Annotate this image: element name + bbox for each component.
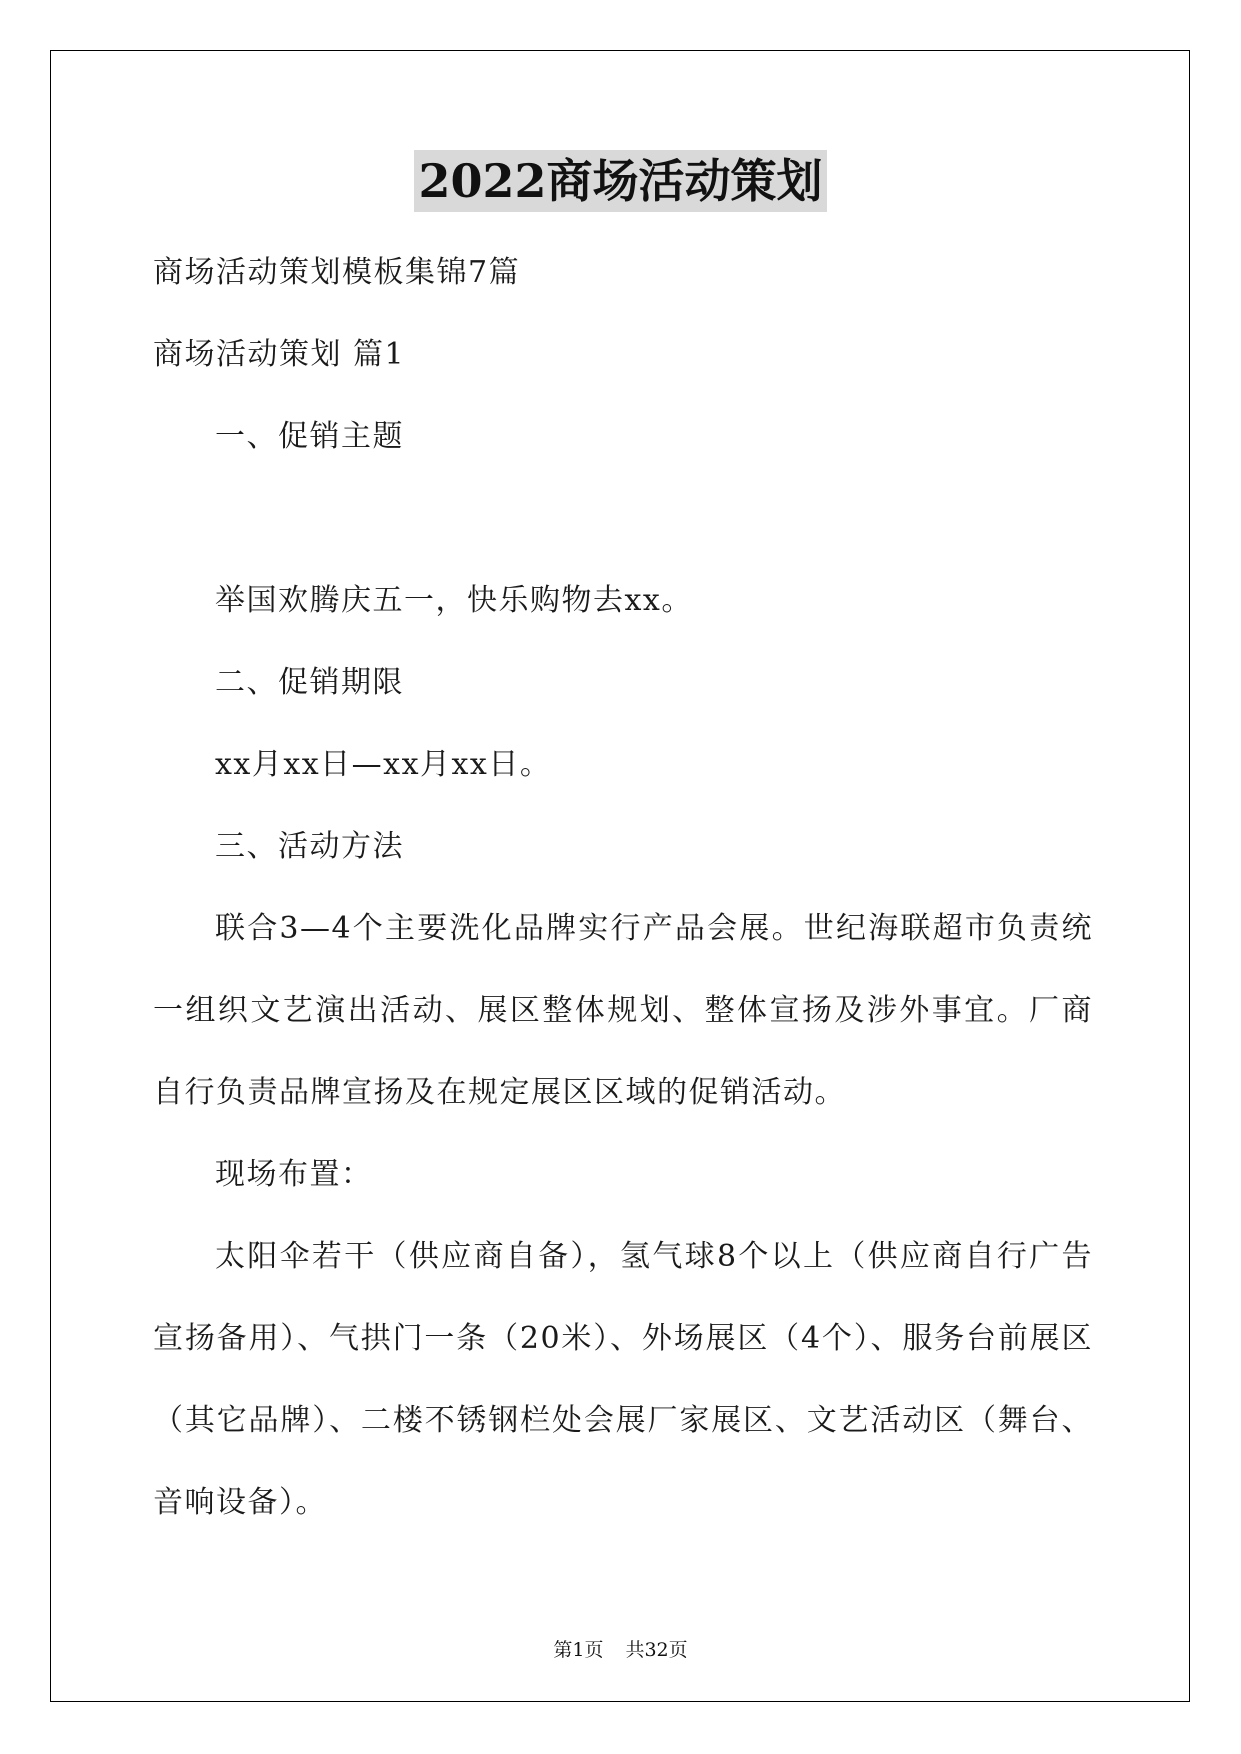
title-container: [0, 150, 1241, 212]
period-text: xx月xx日—xx月xx日。: [215, 747, 552, 782]
theme-text: 举国欢腾庆五一，快乐购物去xx。: [215, 583, 693, 618]
blank-line: [153, 478, 1093, 560]
layout-heading: 现场布置：: [215, 1157, 373, 1192]
document-title: 2022商场活动策划: [414, 150, 826, 212]
document-body: [153, 232, 1093, 1544]
page-footer: [0, 1635, 1241, 1662]
page-number: 第1页: [553, 1639, 604, 1661]
method-text: 联合3—4个主要洗化品牌实行产品会展。世纪海联超市负责统一组织文艺演出活动、展区整体规划、整体宣扬及涉外事宜。厂商自行负责品牌宣扬及在规定展区区域的促销活动。: [153, 911, 1093, 1110]
section-heading-theme: 一、促销主题: [215, 419, 404, 454]
layout-text: 太阳伞若干（供应商自备），氢气球8个以上（供应商自行广告宣扬备用）、气拱门一条（20米）、外场展区（4个）、服务台前展区（其它品牌）、二楼不锈钢栏处会展厂家展区、文艺活动区（舞台、音响设备）。: [153, 1239, 1093, 1520]
page-total: 共32页: [625, 1639, 688, 1661]
collection-heading: 商场活动策划模板集锦7篇: [153, 255, 521, 290]
section-heading-method: 三、活动方法: [215, 829, 404, 864]
section-heading-period: 二、促销期限: [215, 665, 404, 700]
article-heading: 商场活动策划 篇1: [153, 337, 406, 372]
